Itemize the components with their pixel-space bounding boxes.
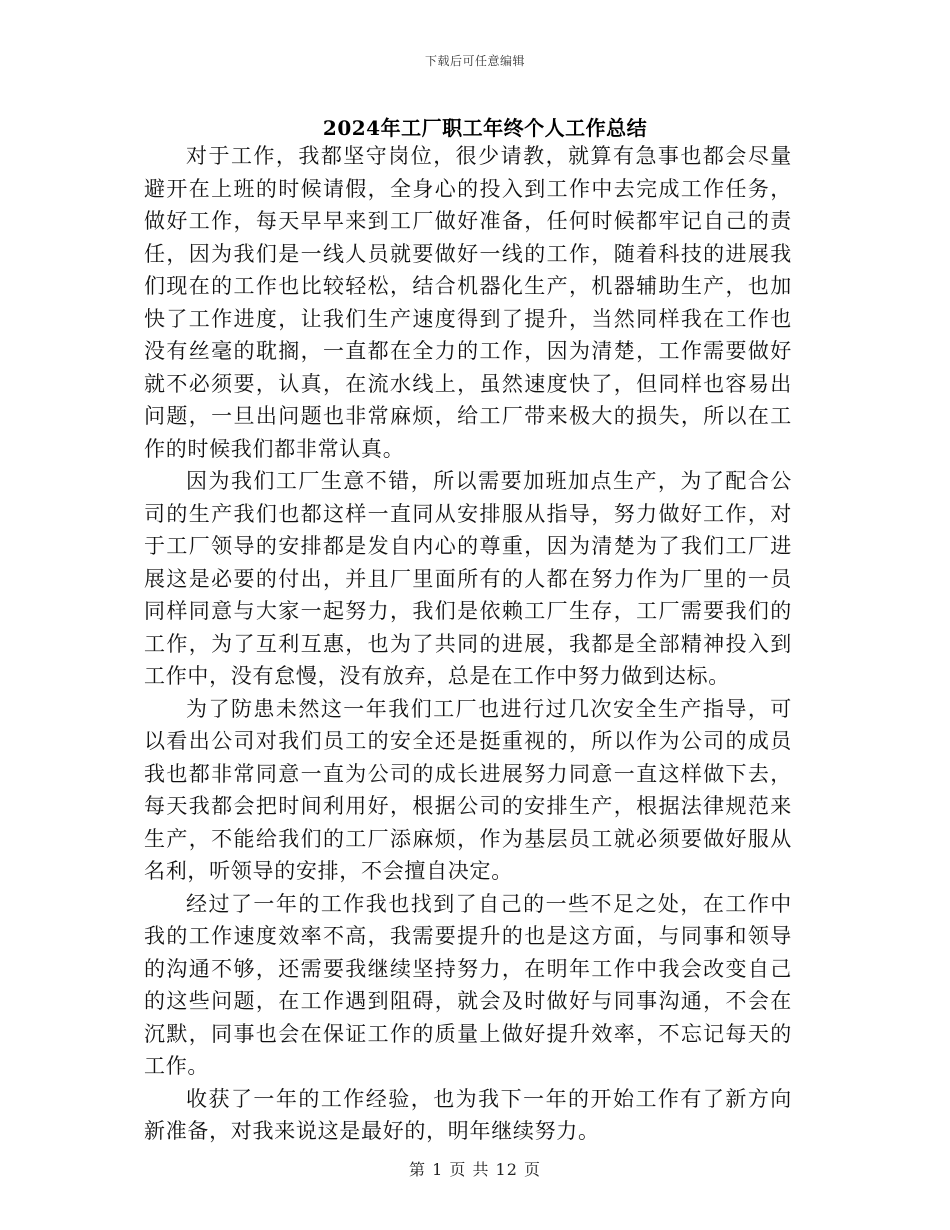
paragraph-4: 经过了一年的工作我也找到了自己的一些不足之处，在工作中我的工作速度效率不高，我需要提升的也是这方面，与同事和领导的沟通不够，还需要我继续坚持努力，在明年工作中我会改变自己的这些问题，在工作遇到阻碍，就会及时做好与同事沟通，不会在沉默，同事也会在保证工作的质量上做好提升效率，不忘记每天的工作。 <box>144 891 792 1078</box>
page-number-footer: 第 1 页 共 12 页 <box>409 1160 541 1179</box>
document-title: 2024年工厂职工年终个人工作总结 <box>322 116 648 140</box>
paragraph-3: 为了防患未然这一年我们工厂也进行过几次安全生产指导，可以看出公司对我们员工的安全还是挺重视的，所以作为公司的成员我也都非常同意一直为公司的成长进展努力同意一直这样做下去，每天我都会把时间利用好，根据公司的安排生产，根据法律规范来生产，不能给我们的工厂添麻烦，作为基层员工就必须要做好服从名利，听领导的安排，不会擅自决定。 <box>144 696 792 883</box>
paragraph-5: 收获了一年的工作经验，也为我下一年的开始工作有了新方向新准备，对我来说这是最好的，明年继续努力。 <box>144 1086 792 1143</box>
document-body <box>144 140 792 1148</box>
paragraph-2: 因为我们工厂生意不错，所以需要加班加点生产，为了配合公司的生产我们也都这样一直同从安排服从指导，努力做好工作，对于工厂领导的安排都是发自内心的尊重，因为清楚为了我们工厂进展这是必要的付出，并且厂里面所有的人都在努力作为厂里的一员同样同意与大家一起努力，我们是依赖工厂生存，工厂需要我们的工作，为了互利互惠，也为了共同的进展，我都是全部精神投入到工作中，没有怠慢，没有放弃，总是在工作中努力做到达标。 <box>144 469 792 688</box>
paragraph-1: 对于工作，我都坚守岗位，很少请教，就算有急事也都会尽量避开在上班的时候请假，全身心的投入到工作中去完成工作任务，做好工作，每天早早来到工厂做好准备，任何时候都牢记自己的责任，因为我们是一线人员就要做好一线的工作，随着科技的进展我们现在的工作也比较轻松，结合机器化生产，机器辅助生产，也加快了工作进度，让我们生产速度得到了提升，当然同样我在工作也没有丝毫的耽搁，一直都在全力的工作，因为清楚，工作需要做好就不必须要，认真，在流水线上，虽然速度快了，但同样也容易出问题，一旦出问题也非常麻烦，给工厂带来极大的损失，所以在工作的时候我们都非常认真。 <box>144 144 792 461</box>
page-header: 下载后可任意编辑 <box>424 54 525 68</box>
